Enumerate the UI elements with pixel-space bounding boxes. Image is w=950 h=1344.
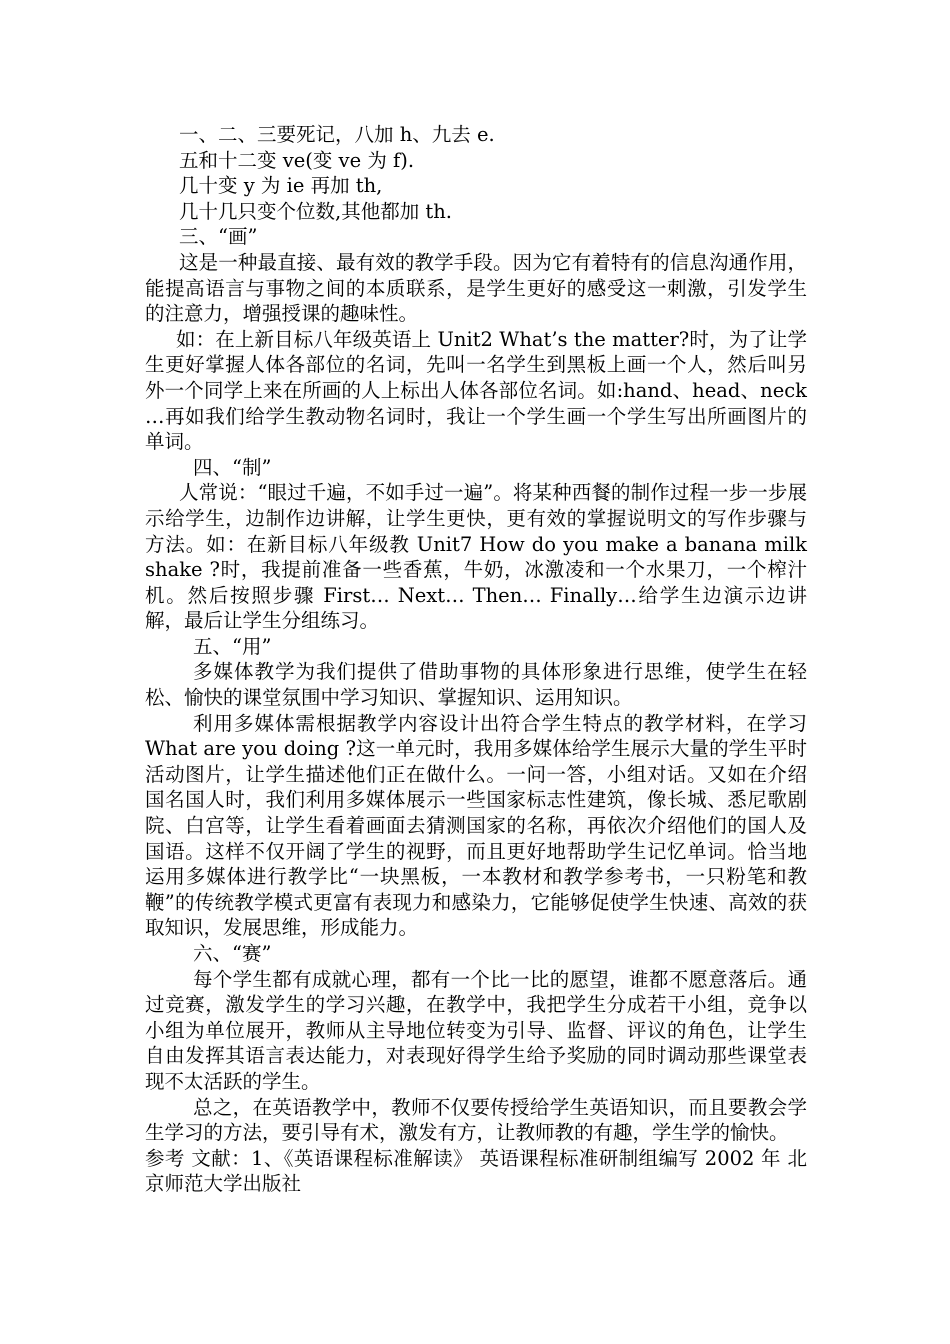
verse-line-3: 几十变 y 为 ie 再加 th, — [179, 174, 383, 198]
verse-line-1: 一、二、三要死记，八加 h、九去 e. — [179, 123, 495, 146]
verse-line-4: 几十几只变个位数,其他都加 th. — [179, 199, 452, 223]
paragraph-summary: 总之，在英语教学中，教师不仅要传授给学生英语知识，而且要教会学生学习的方法，要引导有术，激发有方，让教师教的有趣，学生学的愉快。 — [145, 1095, 807, 1145]
section-heading-make: 四、“制” — [193, 455, 272, 479]
paragraph-make: 人常说：“眼过千遍，不如手过一遍”。将某种西餐的制作过程一步一步展示给学生，边制作边讲解，让学生更快，更有效的掌握说明文的写作步骤与方法。如：在新目标八年级教 Unit7 How do you make a banana milk shake ?时，我提前准备一些香蕉，牛奶，冰激凌和一个水果刀，一个榨汁机。然后按照步骤 First… Next… Then… Finally…给学生边演示边讲解，最后让学生分组练习。 — [145, 481, 807, 633]
section-heading-use: 五、“用” — [193, 634, 272, 658]
paragraph-use-multimedia: 利用多媒体需根据教学内容设计出符合学生特点的教学材料，在学习 What are you doing ?这一单元时，我用多媒体给学生展示大量的学生平时活动图片，让学生描述他们正在做什么。一问一答，小组对话。又如在介绍国名国人时，我们利用多媒体展示一些国家标志性建筑，像长城、悉尼歌剧院、白宫等，让学生看着画面去猜测国家的名称，再依次介绍他们的国人及国语。这样不仅开阔了学生的视野，而且更好地帮助学生记忆单词。恰当地运用多媒体进行教学比“一块黑板，一本教材和教学参考书，一只粉笔和教鞭”的传统教学模式更富有表现力和感染力，它能够促使学生快速、高效的获取知识，发展思维，形成能力。 — [145, 711, 807, 940]
paragraph-use-intro: 多媒体教学为我们提供了借助事物的具体形象进行思维，使学生在轻松、愉快的课堂氛围中学习知识、掌握知识、运用知识。 — [145, 660, 807, 710]
paragraph-draw-example: 如：在上新目标八年级英语上 Unit2 What’s the matter?时，为了让学生更好掌握人体各部位的名词，先叫一名学生到黑板上画一个人，然后叫另外一个同学上来在所画的人上标出人体各部位名词。如:hand、head、neck …再如我们给学生教动物名词时，我让一个学生画一个学生写出所画图片的单词。 — [145, 327, 807, 454]
verse-line-2: 五和十二变 ve(变 ve 为 f). — [179, 148, 415, 172]
section-heading-compete: 六、“赛” — [193, 942, 272, 965]
section-heading-draw: 三、“画” — [179, 225, 258, 249]
reference-line: 参考 文献：1、《英语课程标准解读》 英语课程标准研制组编写 2002 年 北京师范大学出版社 — [145, 1146, 807, 1196]
paragraph-draw-intro: 这是一种最直接、最有效的教学手段。因为它有着特有的信息沟通作用，能提高语言与事物之间的本质联系，是学生更好的感受这一刺激，引发学生的注意力，增强授课的趣味性。 — [145, 250, 807, 326]
document-body — [145, 122, 807, 1197]
paragraph-compete: 每个学生都有成就心理，都有一个比一比的愿望，谁都不愿意落后。通过竞赛，激发学生的学习兴趣，在教学中，我把学生分成若干小组，竞争以小组为单位展开，教师从主导地位转变为引导、监督、评议的角色，让学生自由发挥其语言表达能力，对表现好得学生给予奖励的同时调动那些课堂表现不太活跃的学生。 — [145, 967, 807, 1093]
